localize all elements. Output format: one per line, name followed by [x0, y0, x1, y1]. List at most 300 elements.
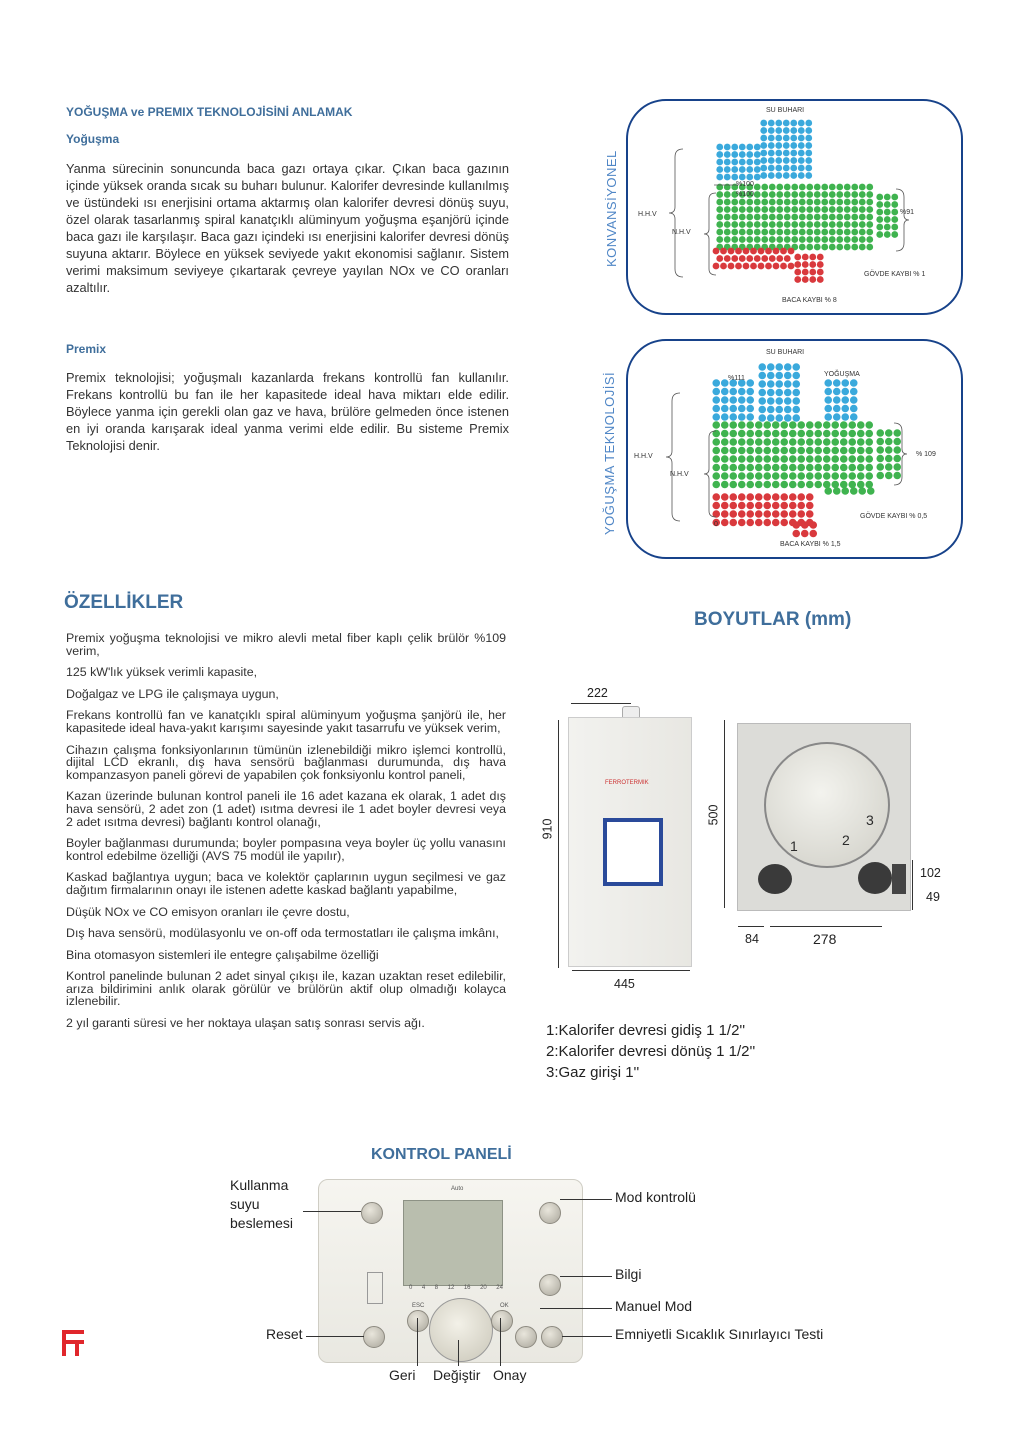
feature-item: Doğalgaz ve LPG ile çalışmaya uygun, — [66, 686, 279, 701]
label-manuel-mod: Manuel Mod — [615, 1298, 693, 1314]
diagram-dot — [724, 229, 731, 236]
diagram-dot — [739, 221, 746, 228]
dim-500-line — [724, 720, 725, 908]
manual-mode-button[interactable] — [515, 1326, 537, 1348]
feature-item: Boyler bağlanması durumunda; boyler pompasına veya boyler üç yollu vanasını kontrol edebilme özelliği (AVS 75 modül ile yapılır), — [66, 836, 506, 863]
diagram-dot — [790, 142, 797, 149]
diagram-dot — [891, 224, 898, 231]
diagram-dot — [799, 191, 806, 198]
dim-910-line — [558, 720, 559, 968]
diagram-dot — [848, 455, 856, 463]
ok-button[interactable] — [491, 1310, 513, 1332]
diagram-dot — [758, 363, 766, 371]
label-bilgi: Bilgi — [615, 1266, 642, 1282]
diagram-dot — [866, 214, 873, 221]
boiler-window — [603, 818, 663, 886]
diagram-dot — [712, 481, 720, 489]
line-onay — [500, 1318, 501, 1366]
diagram-dot — [836, 221, 843, 228]
d2-pct111: %111 — [728, 375, 745, 382]
diagram-dot — [746, 472, 754, 480]
diagram-dot — [806, 510, 814, 518]
diagram-dot — [731, 166, 738, 173]
diagram-dot — [848, 472, 856, 480]
diagram-dot — [724, 221, 731, 228]
diagram-dot — [746, 455, 754, 463]
diagram-dot — [848, 447, 856, 455]
diagram-dot — [833, 405, 841, 413]
diagram-dot — [738, 405, 746, 413]
diagram-dot — [784, 406, 792, 414]
diagram-dot — [746, 481, 754, 489]
diagram-dot — [865, 481, 873, 489]
diagram-dot — [792, 372, 800, 380]
line-geri — [417, 1318, 418, 1366]
diagram-dot — [775, 150, 782, 157]
diagram-dot — [789, 481, 797, 489]
diagram-dot — [775, 389, 783, 397]
dim-49: 49 — [926, 890, 940, 904]
diagram-dot — [738, 502, 746, 510]
legend-line-1: 1:Kalorifer devresi gidiş 1 1/2'' — [546, 1022, 746, 1039]
diagram-dot — [790, 150, 797, 157]
diagram-dot — [850, 487, 858, 495]
d2-su-buhari: SU BUHARI — [766, 349, 805, 356]
scale-0: 0 — [409, 1285, 413, 1291]
diagram-dot — [844, 229, 851, 236]
diagram-dot — [851, 236, 858, 243]
diagram-dot — [739, 174, 746, 181]
diagram-dot — [769, 206, 776, 213]
diagram-dot — [721, 430, 729, 438]
reset-button[interactable] — [363, 1326, 385, 1348]
diagram-dot — [772, 510, 780, 518]
diagram-dot — [859, 206, 866, 213]
diagram-dot — [851, 191, 858, 198]
diagram-dot — [712, 405, 720, 413]
diagram-dot — [729, 438, 737, 446]
diagram-dot — [760, 157, 767, 164]
feature-item: 125 kW'lık yüksek verimli kapasite, — [66, 665, 258, 680]
diagram-dot — [776, 255, 783, 262]
diagram-dot — [716, 144, 723, 151]
diagram-dot — [840, 481, 848, 489]
diagram-dot — [754, 214, 761, 221]
diagram-dot — [729, 502, 737, 510]
diagram-dot — [791, 214, 798, 221]
diagram-dot — [876, 429, 884, 437]
diagram-dot — [784, 199, 791, 206]
diagram-dot — [729, 464, 737, 472]
diagram-dot — [738, 396, 746, 404]
boiler-brand: FERROTERMIK — [605, 780, 649, 786]
diagram-dot — [739, 199, 746, 206]
d1-su-buhari: SU BUHARI — [766, 107, 805, 114]
diagram-dot — [799, 221, 806, 228]
auto-label: Auto — [451, 1186, 464, 1192]
diagram-dot — [754, 236, 761, 243]
diagram-dot — [738, 519, 746, 527]
diagram-dot — [841, 487, 849, 495]
diagram-dot — [768, 142, 775, 149]
diagram-dot — [850, 413, 858, 421]
diagram-dot — [792, 363, 800, 371]
diagram-dot — [721, 421, 729, 429]
diagram-dot — [790, 120, 797, 127]
diagram-dot — [746, 413, 754, 421]
diagram-dot — [876, 201, 883, 208]
diagram-dot — [844, 221, 851, 228]
diagram-dot — [836, 229, 843, 236]
scale-4: 4 — [421, 1285, 426, 1291]
dim-102: 102 — [920, 866, 941, 880]
diagram-dot — [840, 438, 848, 446]
diagram-dot — [866, 236, 873, 243]
diagram-dot — [792, 397, 800, 405]
dim-278-line — [770, 926, 882, 927]
diagram-dot — [806, 472, 814, 480]
feature-item: Kaskad bağlantıya uygun; baca ve kolektör çaplarının uygun seçilmesi ve gaz dağıtım firmalarının onayı ile istenen adette kaskad bağlantı yapabilme, — [66, 870, 506, 897]
diagram-dot — [814, 229, 821, 236]
diagram-dot — [885, 455, 893, 463]
diagram-dot — [850, 388, 858, 396]
diagram-dot — [761, 236, 768, 243]
diagram-dot — [891, 201, 898, 208]
diagram-dot — [805, 150, 812, 157]
diagram-dot — [761, 199, 768, 206]
diagram-dot — [823, 455, 831, 463]
d1-pct91: %91 — [900, 209, 915, 216]
diagram-dot — [724, 144, 731, 151]
diagram-dot — [841, 405, 849, 413]
diagram-dot — [784, 221, 791, 228]
diagram-dot — [758, 397, 766, 405]
dim-84: 84 — [745, 932, 759, 946]
diagram-dot — [876, 231, 883, 238]
diagram-dot — [746, 174, 753, 181]
diagram-dot — [760, 127, 767, 134]
line-kullanma — [303, 1211, 361, 1212]
diagram-dot — [768, 165, 775, 172]
diagram-dot — [799, 199, 806, 206]
diagram-dot — [716, 166, 723, 173]
diagram-dot — [823, 481, 831, 489]
diagram-dot — [763, 421, 771, 429]
diagram-dot — [716, 236, 723, 243]
d2-govde: GÖVDE KAYBI % 0,5 — [860, 513, 928, 520]
diagram-dot — [754, 221, 761, 228]
diagram-dot — [821, 184, 828, 191]
diagram-dot — [865, 421, 873, 429]
diagram-dot — [731, 199, 738, 206]
diagram-dot — [746, 405, 754, 413]
diagram-dot — [805, 157, 812, 164]
diagram-dot — [784, 414, 792, 422]
diagram-dot — [784, 389, 792, 397]
diagram-dot — [792, 530, 800, 538]
intro-title: YOĞUŞMA ve PREMIX TEKNOLOJİSİNİ ANLAMAK — [66, 105, 353, 119]
diagram-dot — [788, 248, 795, 255]
diagram-dot — [805, 142, 812, 149]
diagram-dot — [866, 191, 873, 198]
diagram-dot — [775, 157, 782, 164]
diagram-dot — [724, 184, 731, 191]
diagram-dot — [746, 438, 754, 446]
section-subtitle-yogusma: Yoğuşma — [66, 132, 120, 146]
diagram-dot — [794, 276, 801, 283]
dim-445-line — [572, 970, 690, 971]
diagram-dot — [716, 214, 723, 221]
diagram-dot — [840, 447, 848, 455]
diagram-dot — [789, 438, 797, 446]
diagram-dot — [784, 236, 791, 243]
boiler-top-cover — [764, 742, 890, 868]
diagram-dot — [784, 191, 791, 198]
diagram-dot — [721, 519, 729, 527]
diagram-dot — [712, 379, 720, 387]
diagram-dot — [806, 502, 814, 510]
diagram-dot — [738, 447, 746, 455]
line-emniyet — [562, 1336, 612, 1337]
diagram-dot — [814, 430, 822, 438]
diagram-dot — [763, 510, 771, 518]
line-mod — [560, 1199, 612, 1200]
diagram-dot — [783, 172, 790, 179]
d2-zero: 0 — [714, 521, 718, 528]
diagram-dot — [893, 472, 901, 480]
info-button[interactable] — [539, 1274, 561, 1296]
diagram-dot — [831, 421, 839, 429]
diagram-dot — [866, 184, 873, 191]
diagram-dot — [729, 396, 737, 404]
diagram-dot — [814, 236, 821, 243]
diagram-dot — [790, 157, 797, 164]
diagram-dot — [806, 236, 813, 243]
diagram-dot — [760, 135, 767, 142]
diagram-dot — [721, 502, 729, 510]
diagram-dot — [712, 396, 720, 404]
diagram-dot — [768, 120, 775, 127]
diagram-dot — [865, 455, 873, 463]
diagram-dot — [755, 447, 763, 455]
diagram-dot — [789, 510, 797, 518]
diagram-dot — [755, 493, 763, 501]
diagram-dot — [746, 255, 753, 262]
diagram-dot — [866, 206, 873, 213]
diagram-dot — [758, 372, 766, 380]
diagram-dot — [814, 221, 821, 228]
diagram-dot — [716, 159, 723, 166]
line-bilgi — [560, 1276, 612, 1277]
diagram-dot — [865, 430, 873, 438]
diagram-dot — [772, 472, 780, 480]
time-scale — [409, 1285, 503, 1291]
diagram-dot — [763, 493, 771, 501]
diagram-dot — [729, 405, 737, 413]
diagram-dot — [791, 236, 798, 243]
diagram-dot — [789, 430, 797, 438]
diagram-dot — [784, 363, 792, 371]
diagram-dot — [814, 184, 821, 191]
diagram-dot — [739, 159, 746, 166]
diagram-dot — [844, 236, 851, 243]
diagram-dot — [760, 142, 767, 149]
diagram-dot — [817, 269, 824, 276]
diagram-dot — [821, 229, 828, 236]
diagram-dot — [746, 493, 754, 501]
diagram-dot — [721, 447, 729, 455]
diagram-dot — [746, 396, 754, 404]
connection-right — [858, 862, 892, 894]
diagram-dot — [792, 380, 800, 388]
diagram-dot — [806, 481, 814, 489]
diagram-dot — [829, 214, 836, 221]
d1-pct100a: %100 — [736, 181, 754, 188]
diagram-dot — [743, 263, 750, 270]
diagram-dot — [712, 502, 720, 510]
diagram-dot — [836, 206, 843, 213]
diagram-dot — [857, 455, 865, 463]
diagram-dot — [760, 165, 767, 172]
diagram-dot — [851, 229, 858, 236]
diagram-dot — [784, 214, 791, 221]
diagram-dot — [731, 229, 738, 236]
diagram-dot — [780, 481, 788, 489]
diagram-dot — [755, 455, 763, 463]
diagram-dot — [851, 184, 858, 191]
diagram-dot — [758, 389, 766, 397]
diagram-dot — [712, 493, 720, 501]
dim-278: 278 — [813, 931, 837, 947]
diagram-dot — [866, 221, 873, 228]
diagram-dot — [724, 255, 731, 262]
diagram-dot — [746, 159, 753, 166]
diagram-dot — [769, 236, 776, 243]
diagram-dot — [746, 447, 754, 455]
diagram-dot — [728, 263, 735, 270]
diagram-dot — [857, 430, 865, 438]
diagram-dot — [836, 191, 843, 198]
diagram-dot — [791, 206, 798, 213]
diagram-dot — [893, 455, 901, 463]
diagram-dot — [798, 165, 805, 172]
diagram-dot — [768, 135, 775, 142]
diagram-yogusma-graphic — [628, 341, 961, 557]
feature-item: Cihazın çalışma fonksiyonlarının tümünün izlenebildiği mikro işlemci kontrollü, dijital LCD ekranlı, dış hava sensörü bağlanması durumunda, dış hava kompanzasyon paneli görevi de yapabilen çok fonksiyonlu kontrol paneli, — [66, 742, 506, 782]
diagram-dot — [848, 464, 856, 472]
diagram-dot — [840, 455, 848, 463]
diagram-dot — [767, 414, 775, 422]
diagram-dot — [739, 255, 746, 262]
scale-20: 20 — [480, 1285, 487, 1291]
diagram-dot — [876, 472, 884, 480]
dim-84-line — [738, 926, 764, 927]
diagram-dot — [805, 172, 812, 179]
scale-8: 8 — [434, 1285, 439, 1291]
diagram-dot — [790, 127, 797, 134]
diagram-dot — [780, 430, 788, 438]
label-num-2: 2 — [842, 832, 850, 848]
diagram-dot — [806, 493, 814, 501]
diagram-dot — [831, 455, 839, 463]
diagram-dot — [763, 464, 771, 472]
diagram-dot — [891, 194, 898, 201]
diagram-dot — [784, 372, 792, 380]
diagram-dot — [775, 142, 782, 149]
dim-222: 222 — [587, 686, 608, 700]
diagram-dot — [724, 151, 731, 158]
diagram-dot — [809, 276, 816, 283]
diagram-dot — [746, 379, 754, 387]
diagram-dot — [821, 206, 828, 213]
diagram-dot — [876, 438, 884, 446]
diagram-dot — [776, 229, 783, 236]
diagram-konvansiyonel-label: KONVANSİYONEL — [604, 150, 619, 267]
diagram-dot — [731, 206, 738, 213]
diagram-dot — [755, 430, 763, 438]
diagram-dot — [865, 464, 873, 472]
diagram-dot — [806, 464, 814, 472]
diagram-dot — [750, 248, 757, 255]
diagram-dot — [797, 502, 805, 510]
diagram-dot — [806, 199, 813, 206]
diagram-dot — [867, 487, 875, 495]
diagram-dot — [768, 127, 775, 134]
diagram-dot — [721, 438, 729, 446]
diagram-dot — [743, 248, 750, 255]
features-list — [66, 632, 506, 1039]
diagram-dot — [721, 396, 729, 404]
diagram-dot — [746, 229, 753, 236]
diagram-dot — [776, 199, 783, 206]
diagram-dot — [716, 221, 723, 228]
diagram-dot — [729, 421, 737, 429]
yogusma-paragraph: Yanma sürecinin sonuncunda baca gazı ortaya çıkar. Çıkan baca gazının içinde yüksek oranda sıcak su buharı bulunur. Kalorifer devresinde kullanılmış ve üstündeki ısı enerjisini ortama aktarmış olan kalorifer devresi dönüş suyu, özel olarak tasarlanmış spiral kanatçıklı alüminyum yoğuşma eşanjörü içinde baca gazı ile karşılaşır. Baca gazı içindeki ısı enerjisini kalorifer devresi dönüş suyuna aktarır. Böylece en yüksek seviyede yakıt ekonomisi sağlanır. Sistem verimi maksimum seviyeye çıkartarak çevreye yayılan NOx ve CO oranları azaltılır. — [66, 161, 509, 295]
diagram-dot — [716, 206, 723, 213]
dhw-button[interactable] — [361, 1202, 383, 1224]
diagram-dot — [833, 413, 841, 421]
diagram-dot — [746, 151, 753, 158]
feature-item: 2 yıl garanti süresi ve her noktaya ulaşan satış sonrası servis ağı. — [66, 1016, 425, 1031]
esc-button[interactable] — [407, 1310, 429, 1332]
diagram-dot — [780, 455, 788, 463]
feature-item: Düşük NOx ve CO emisyon oranları ile çevre dostu, — [66, 904, 350, 919]
diagram-dot — [805, 135, 812, 142]
mode-button[interactable] — [539, 1202, 561, 1224]
diagram-dot — [729, 413, 737, 421]
diagram-dot — [738, 388, 746, 396]
diagram-dot — [805, 120, 812, 127]
diagram-dot — [799, 184, 806, 191]
diagram-dot — [720, 263, 727, 270]
diagram-dot — [739, 206, 746, 213]
diagram-dot — [840, 430, 848, 438]
line-reset — [306, 1336, 364, 1337]
diagram-dot — [802, 261, 809, 268]
diagram-dot — [780, 493, 788, 501]
diagram-dot — [794, 269, 801, 276]
diagram-dot — [739, 229, 746, 236]
rotary-knob[interactable] — [429, 1298, 493, 1362]
diagram-dot — [851, 221, 858, 228]
stb-test-button[interactable] — [541, 1326, 563, 1348]
diagram-dot — [746, 236, 753, 243]
diagram-dot — [754, 144, 761, 151]
label-mod-kontrolu: Mod kontrolü — [615, 1189, 696, 1205]
feature-item: Frekans kontrollü fan ve kanatçıklı spiral alüminyum yoğuşma şanjörü ile, her kapasitede ideal hava-yakıt karışımı sayesinde yakıt tasarrufu ve yüksek verim, — [66, 708, 506, 735]
diagram-dot — [775, 406, 783, 414]
diagram-dot — [821, 199, 828, 206]
